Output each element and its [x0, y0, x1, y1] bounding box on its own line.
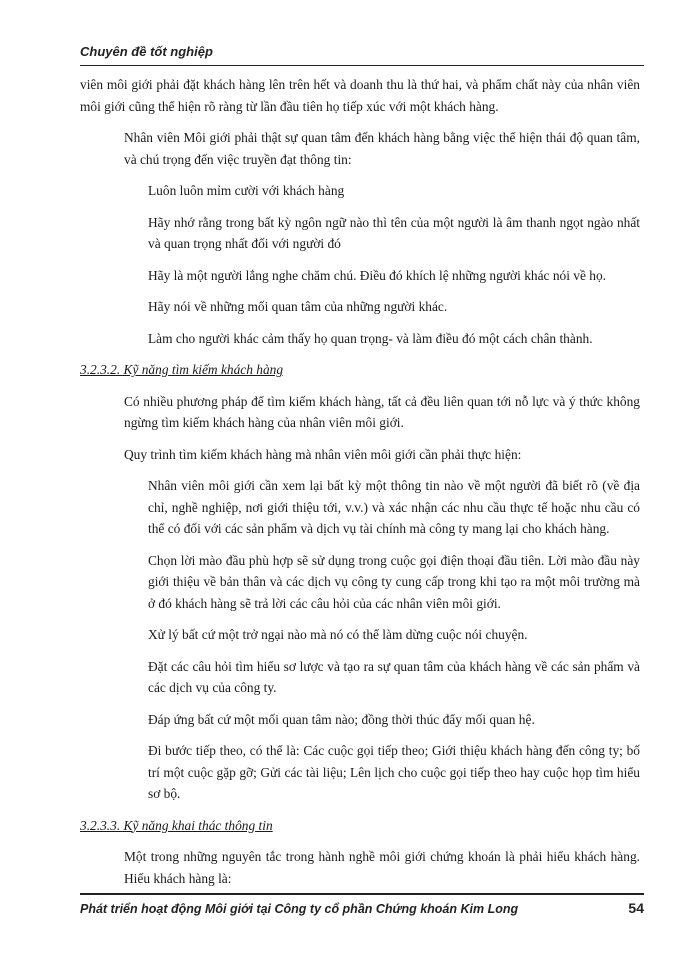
paragraph: Có nhiều phương pháp để tìm kiếm khách hàng, tất cả đều liên quan tới nỗ lực và ý thức không ngừng tìm kiếm khách hàng của nhân viên môi giới. [124, 393, 640, 430]
paragraph: Nhân viên Môi giới phải thật sự quan tâm đến khách hàng bằng việc thể hiện thái độ quan tâm, và chú trọng đến việc truyền đạt thông tin: [124, 130, 640, 167]
footer-rule [80, 893, 644, 895]
page-number: 54 [628, 900, 644, 916]
list-item: Đáp ứng bất cứ một mối quan tâm nào; đồng thời thúc đẩy mối quan hệ. [148, 711, 535, 727]
section-heading-text: 3.2.3.3. Kỹ năng khai thác thông tin [80, 817, 273, 833]
paragraph: Một trong những nguyên tắc trong hành nghề môi giới chứng khoán là phải hiểu khách hàng. Hiểu khách hàng là: [124, 849, 640, 886]
section-heading-text: 3.2.3.2. Kỹ năng tìm kiếm khách hàng [80, 362, 284, 377]
page-footer: Phát triển hoạt động Môi giới tại Công ty cổ phần Chứng khoán Kim Long [80, 902, 519, 916]
paragraph: viên môi giới phải đặt khách hàng lên trên hết và doanh thu là thứ hai, và phẩm chất này của nhân viên môi giới cũng thể hiện rõ ràng từ lần đầu tiên họ tiếp xúc với một khách hàng. [80, 77, 640, 114]
list-item: Hãy nhớ rằng trong bất kỳ ngôn ngữ nào thì tên của một người là âm thanh ngọt ngào nhất và quan trọng nhất đối với người đó [148, 214, 640, 251]
document-body [80, 74, 640, 899]
list-item: Luôn luôn mỉm cười với khách hàng [148, 183, 345, 198]
section-heading [80, 359, 640, 381]
list-item: Hãy nói về những mối quan tâm của những người khác. [148, 299, 448, 314]
list-item: Nhân viên môi giới cần xem lại bất kỳ một thông tin nào về một người đã biết rõ (về địa chỉ, nghề nghiệp, nơi giới thiệu tới, v.v.) và xác nhận các nhu cầu thực tế hoặc nhu cầu có thể có đối với các sản phẩm và dịch vụ tài chính mà công ty mang lại cho khách hàng. [148, 478, 640, 536]
paragraph: Quy trình tìm kiếm khách hàng mà nhân viên môi giới cần phải thực hiện: [124, 446, 522, 462]
list-item: Chọn lời mào đầu phù hợp sẽ sử dụng trong cuộc gọi điện thoại đầu tiên. Lời mào đầu này giới thiệu về bản thân và các dịch vụ công ty cung cấp trong khi tạo ra một môi trường mà ở đó khách hàng sẽ trả lời các câu hỏi của các nhân viên môi giới. [148, 552, 640, 611]
list-item: Đi bước tiếp theo, có thể là: Các cuộc gọi tiếp theo; Giới thiệu khách hàng đến công ty; bố trí một cuộc gặp gỡ; Gửi các tài liệu; Lên lịch cho cuộc gọi tiếp theo hay cuộc họp tìm hiểu sơ bộ. [148, 743, 640, 801]
header-rule [80, 65, 644, 66]
list-item: Làm cho người khác cảm thấy họ quan trọng- và làm điều đó một cách chân thành. [148, 330, 593, 346]
list-item: Hãy là một người lắng nghe chăm chú. Điều đó khích lệ những người khác nói về họ. [148, 267, 607, 283]
list-item: Xử lý bất cứ một trở ngại nào mà nó có thể làm dừng cuộc nói chuyện. [148, 627, 528, 642]
section-heading [80, 815, 640, 837]
list-item: Đặt các câu hỏi tìm hiểu sơ lược và tạo ra sự quan tâm của khách hàng về các sản phẩm và các dịch vụ của công ty. [148, 658, 640, 695]
page-header: Chuyên đề tốt nghiệp [80, 44, 213, 59]
